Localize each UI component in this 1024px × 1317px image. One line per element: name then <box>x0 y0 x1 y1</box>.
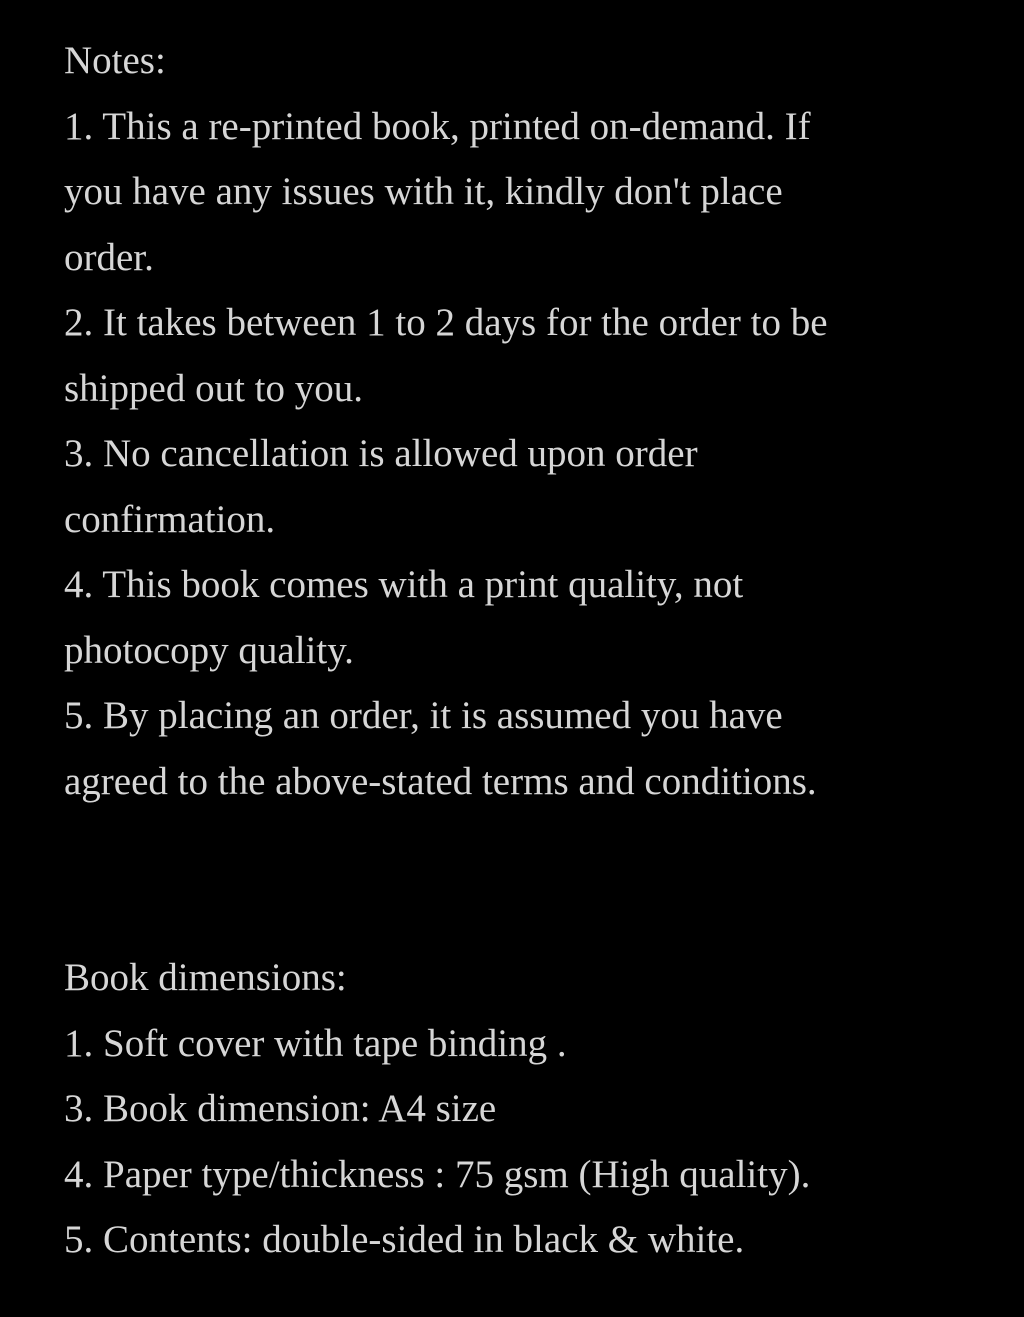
dimensions-section <box>64 945 984 1273</box>
notes-line: shipped out to you. <box>64 366 363 410</box>
notes-line: 2. It takes between 1 to 2 days for the order to be <box>64 301 828 344</box>
notes-line: you have any issues with it, kindly don't place <box>64 170 783 213</box>
dimensions-line: 3. Book dimension: A4 size <box>64 1087 497 1130</box>
notes-line: confirmation. <box>64 497 276 541</box>
notes-line: 1. This a re-printed book, printed on-demand. If <box>64 104 811 148</box>
notes-line: photocopy quality. <box>64 628 354 672</box>
notes-line: 5. By placing an order, it is assumed you have <box>64 694 783 737</box>
section-spacer <box>64 814 984 945</box>
notes-section <box>64 28 984 814</box>
dimensions-line: 5. Contents: double-sided in black & white. <box>64 1218 745 1261</box>
notes-heading: Notes: <box>64 39 166 82</box>
dimensions-line: 4. Paper type/thickness : 75 gsm (High quality). <box>64 1152 811 1196</box>
notes-line: agreed to the above-stated terms and conditions. <box>64 759 817 803</box>
product-description <box>64 28 984 1273</box>
notes-line: 4. This book comes with a print quality, not <box>64 563 744 606</box>
dimensions-line: 1. Soft cover with tape binding . <box>64 1021 567 1065</box>
notes-line: order. <box>64 235 154 279</box>
dimensions-heading: Book dimensions: <box>64 956 347 999</box>
notes-line: 3. No cancellation is allowed upon order <box>64 432 698 475</box>
